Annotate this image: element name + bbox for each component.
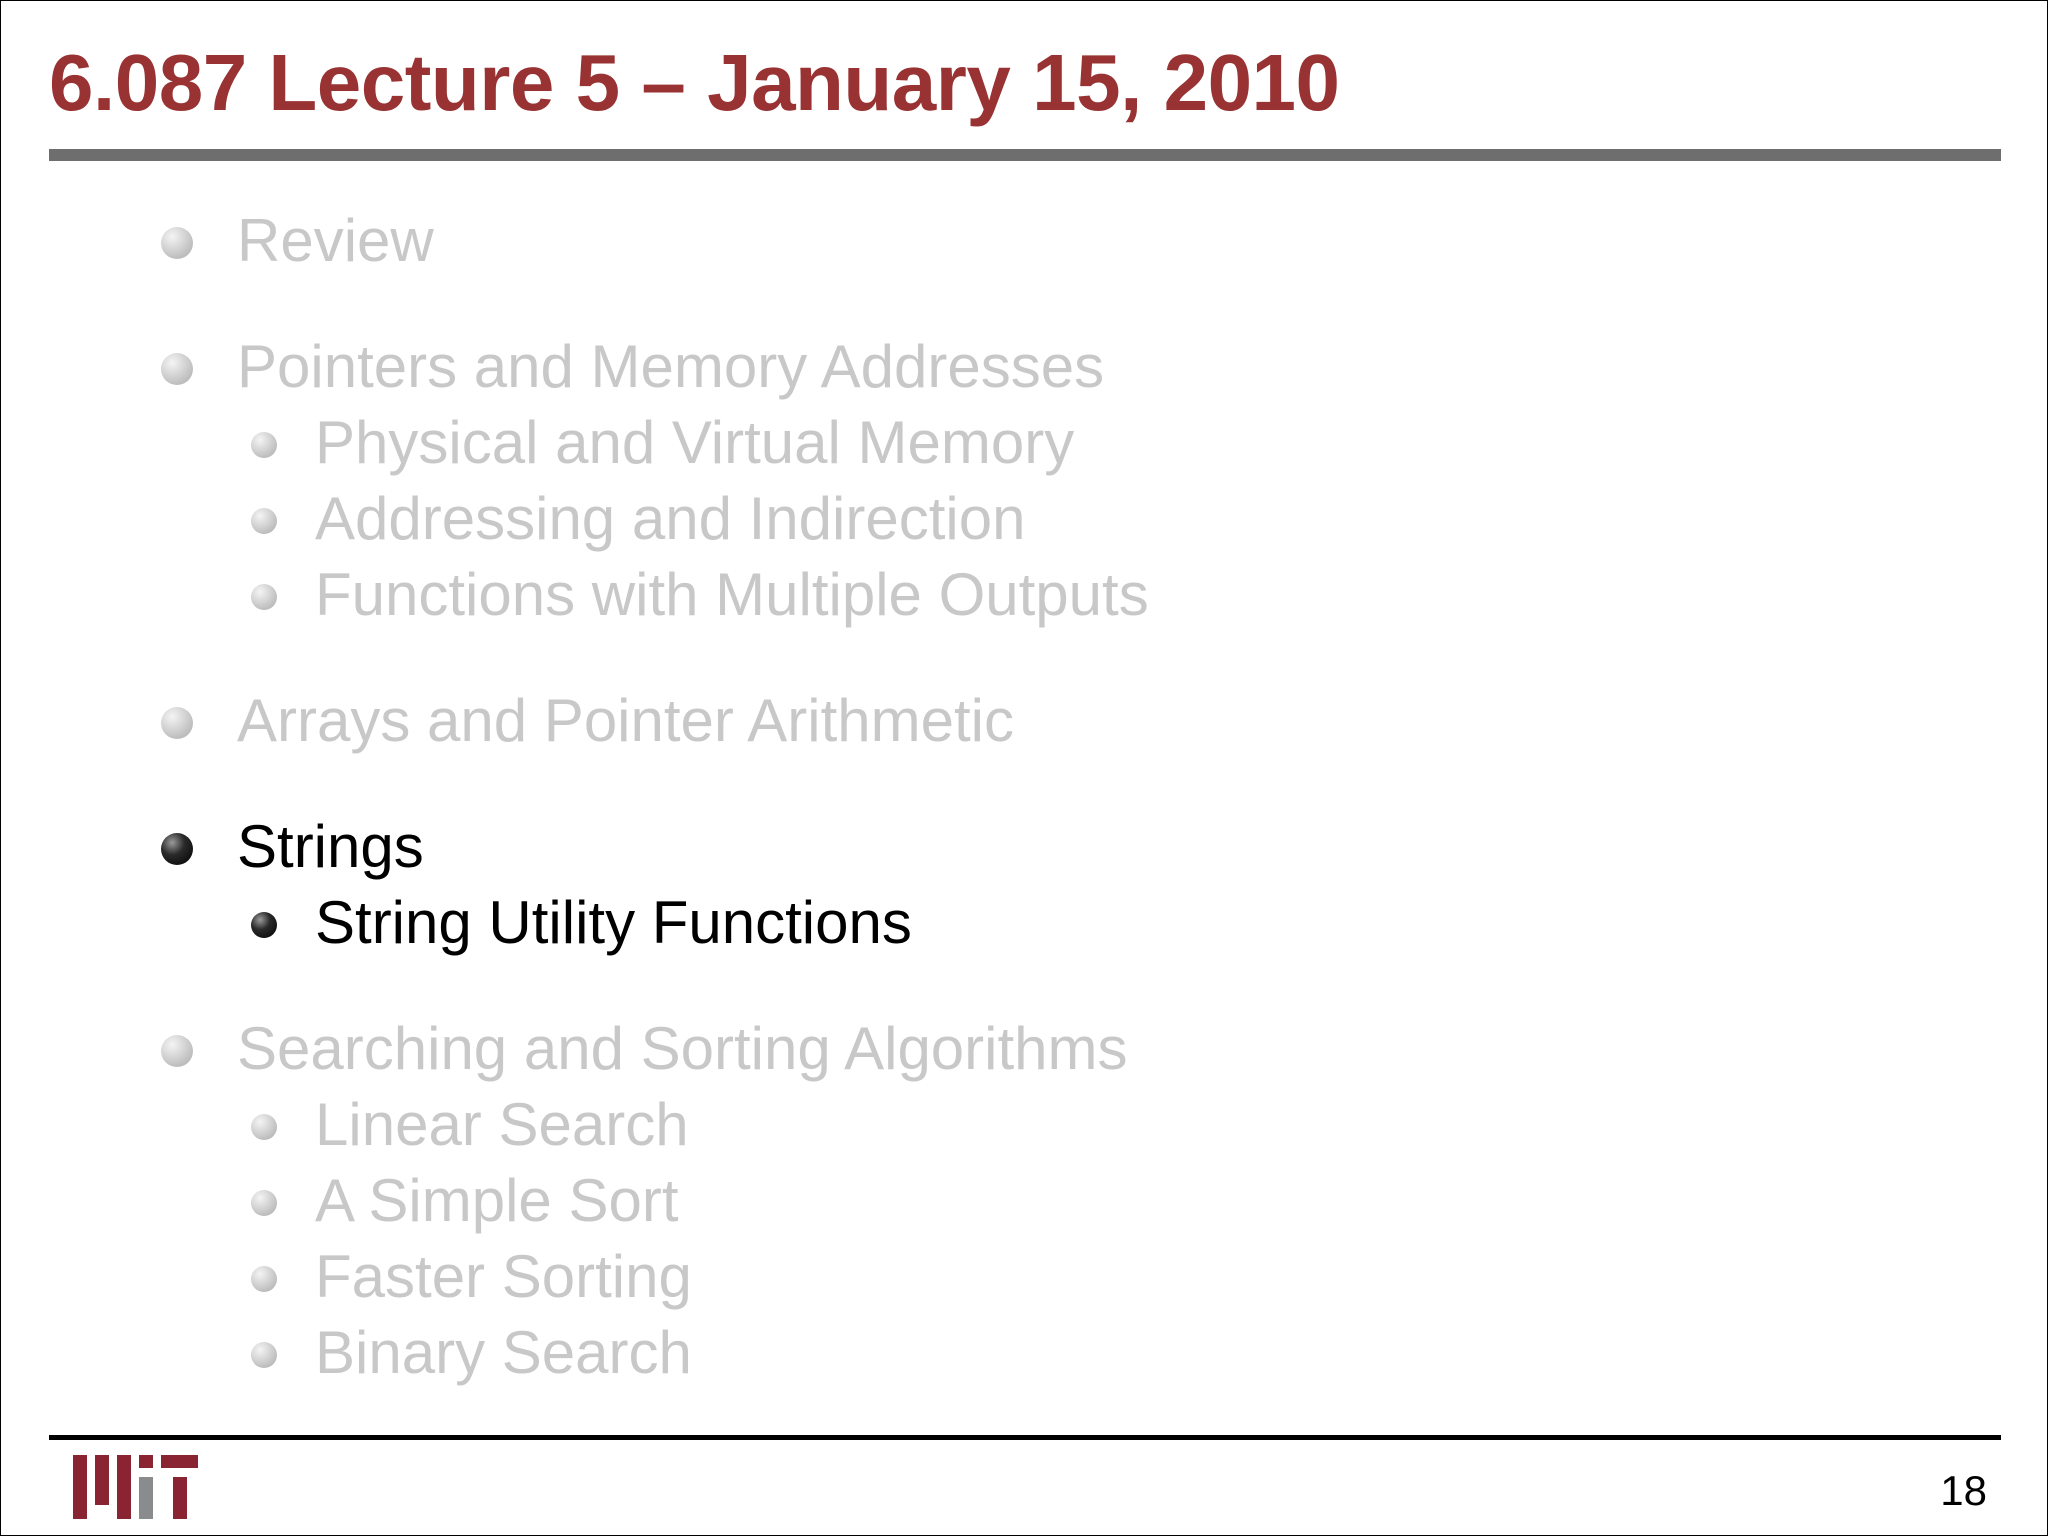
bullet-icon <box>251 432 277 458</box>
outline-subitem-label: String Utility Functions <box>315 889 912 956</box>
outline-item-label: Pointers and Memory Addresses <box>237 333 1105 400</box>
mit-logo-icon <box>73 1455 198 1519</box>
outline-subitem-label: Functions with Multiple Outputs <box>315 561 1149 628</box>
bullet-icon <box>161 353 193 385</box>
bullet-icon <box>251 1266 277 1292</box>
slide-title: 6.087 Lecture 5 – January 15, 2010 <box>49 38 1340 127</box>
outline-item-label: Arrays and Pointer Arithmetic <box>237 687 1014 754</box>
lecture-outline <box>1 1 2047 1535</box>
outline-item-label: Review <box>237 207 434 274</box>
outline-item-label: Strings <box>237 813 424 880</box>
bullet-icon <box>251 1114 277 1140</box>
outline-subitem-label: Addressing and Indirection <box>315 485 1026 552</box>
outline-item-label: Searching and Sorting Algorithms <box>237 1015 1128 1082</box>
bullet-icon <box>251 1342 277 1368</box>
bullet-icon <box>251 912 277 938</box>
outline-subitem-label: Binary Search <box>315 1319 692 1386</box>
outline-subitem-label: Faster Sorting <box>315 1243 692 1310</box>
bullet-icon <box>161 707 193 739</box>
outline-subitem-label: Linear Search <box>315 1091 689 1158</box>
bullet-icon <box>251 1190 277 1216</box>
bullet-icon <box>251 584 277 610</box>
bullet-icon <box>161 1035 193 1067</box>
bullet-icon <box>251 508 277 534</box>
outline-subitem-label: A Simple Sort <box>315 1167 679 1234</box>
page-number: 18 <box>1940 1467 1987 1514</box>
bullet-icon <box>161 227 193 259</box>
bullet-icon <box>161 833 193 865</box>
outline-subitem-label: Physical and Virtual Memory <box>315 409 1075 476</box>
footer-divider <box>49 1435 2001 1440</box>
